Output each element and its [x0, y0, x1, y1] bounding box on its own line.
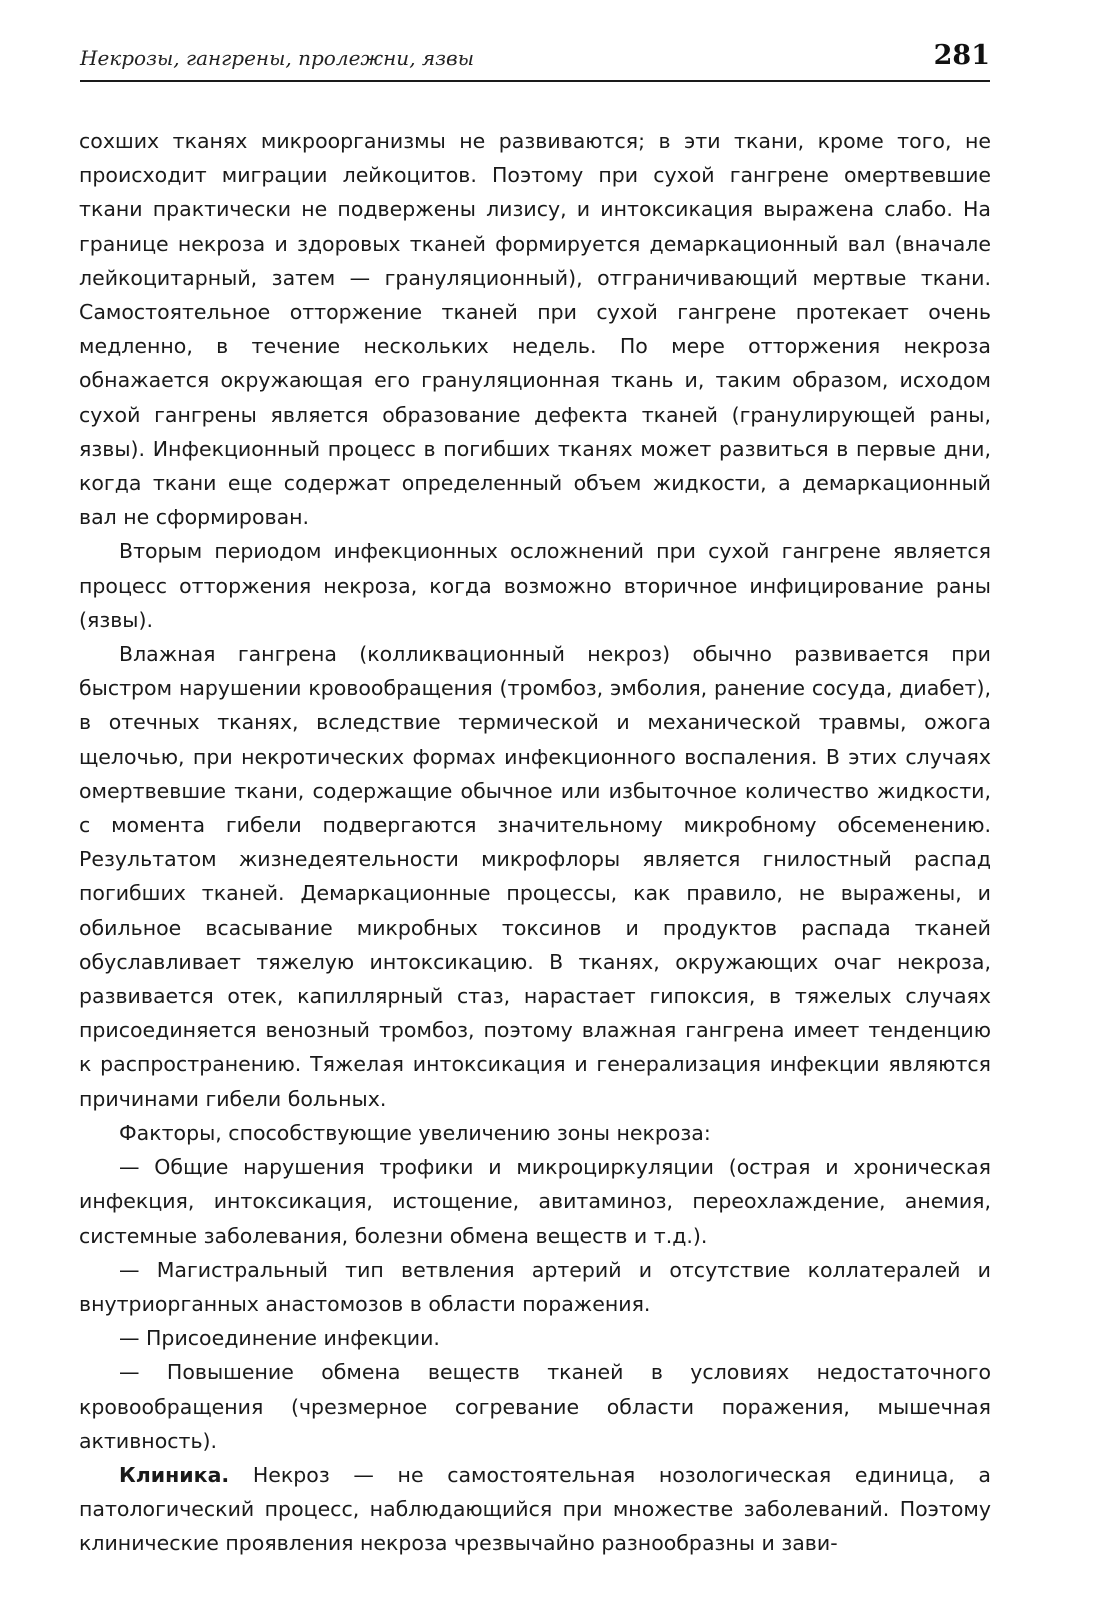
body-text: [79, 124, 991, 1561]
clinic-heading: Клиника.: [119, 1462, 230, 1487]
paragraph-factors-intro: Факторы, способствующие увеличению зоны некроза:: [119, 1120, 711, 1145]
paragraph-second-period: Вторым периодом инфекционных осложнений при сухой гангрене является процесс отторжения некроза, когда возможно вторичное инфицирование раны (язвы).: [79, 539, 991, 632]
list-item-factor: — Присоединение инфекции.: [119, 1326, 440, 1351]
running-head-title: Некрозы, гангрены, пролежни, язвы: [80, 46, 474, 70]
paragraph-dry-gangrene: сохших тканях микроорганизмы не развиваются; в эти ткани, кроме того, не происходит миграции лейкоцитов. Поэтому при сухой гангрене омертвевшие ткани практически не подвержены лизису, и интоксикация выражена слабо. На границе некроза и здоровых тканей формируется демаркационный вал (вначале лейкоцитарный, затем — грануляционный), отграничивающий мертвые ткани. Самостоятельное отторжение тканей при сухой гангрене протекает очень медленно, в течение нескольких недель. По мере отторжения некроза обнажается окружающая его грануляционная ткань и, таким образом, исходом сухой гангрены является образование дефекта тканей (гранулирующей раны, язвы). Инфекционный процесс в погибших тканях может развиться в первые дни, когда ткани еще содержат определенный объем жидкости, а демаркационный вал не сформирован.: [79, 129, 991, 530]
header-rule: [80, 80, 990, 82]
running-head: [80, 40, 990, 80]
list-item-factor: — Общие нарушения трофики и микроциркуляции (острая и хроническая инфекция, интоксикация, истощение, авитаминоз, переохлаждение, анемия, системные заболевания, болезни обмена веществ и т.д.).: [79, 1155, 991, 1248]
list-item-factor: — Магистральный тип ветвления артерий и отсутствие коллатералей и внутриорганных анастомозов в области поражения.: [79, 1257, 991, 1316]
page-number: 281: [933, 40, 990, 71]
paragraph-wet-gangrene: Влажная гангрена (колликвационный некроз) обычно развивается при быстром нарушении кровообращения (тромбоз, эмболия, ранение сосуда, диабет), в отечных тканях, вследствие термической и механической травмы, ожога щелочью, при некротических формах инфекционного воспаления. В этих случаях омертвевшие ткани, содержащие обычное или избыточное количество жидкости, с момента гибели подвергаются значительному микробному обсеменению. Результатом жизнедеятельности микрофлоры является гнилостный распад погибших тканей. Демаркационные процессы, как правило, не выражены, и обильное всасывание микробных токсинов и продуктов распада тканей обуславливает тяжелую интоксикацию. В тканях, окружающих очаг некроза, развивается отек, капиллярный стаз, нарастает гипоксия, в тяжелых случаях присоединяется венозный тромбоз, поэтому влажная гангрена имеет тенденцию к распространению. Тяжелая интоксикация и генерализация инфекции являются причинами гибели больных.: [79, 642, 991, 1111]
clinic-text: Некроз — не самостоятельная нозологическая единица, а патологический процесс, наблюдающийся при множестве заболеваний. Поэтому клинические проявления некроза чрезвычайно разнообразны и зави-: [79, 1462, 991, 1556]
list-item-factor: — Повышение обмена веществ тканей в условиях недостаточного кровообращения (чрезмерное согревание области поражения, мышечная активность).: [79, 1360, 991, 1453]
paragraph-clinic: [79, 1458, 991, 1561]
